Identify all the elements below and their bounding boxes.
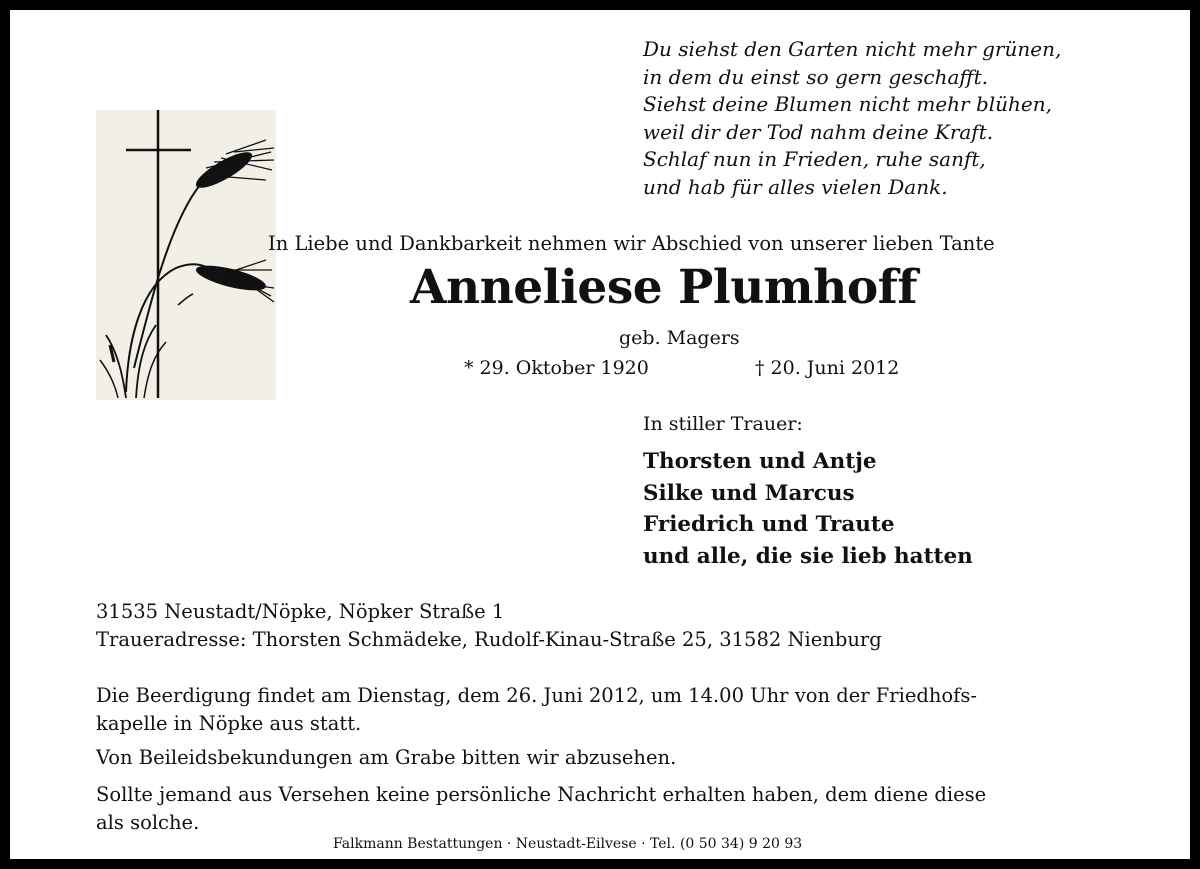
- death-date: † 20. Juni 2012: [755, 357, 900, 379]
- notice-text: [96, 781, 986, 837]
- address-block: [96, 598, 882, 654]
- residence-address: 31535 Neustadt/Nöpke, Nöpker Straße 1: [96, 600, 505, 623]
- birth-date: * 29. Oktober 1920: [464, 357, 649, 379]
- funeral-info: [96, 682, 977, 738]
- notice-line: als solche.: [96, 811, 200, 834]
- notice-line: Sollte jemand aus Versehen keine persönliche Nachricht erhalten haben, dem diene diese: [96, 783, 987, 806]
- deceased-name: Anneliese Plumhoff: [410, 260, 918, 315]
- funeral-line: Die Beerdigung findet am Dienstag, dem 26. Juni 2012, um 14.00 Uhr von der Friedhofs-: [96, 684, 977, 707]
- mourners-label: In stiller Trauer:: [643, 413, 803, 435]
- poem: [643, 36, 1061, 201]
- poem-line: in dem du einst so gern geschafft.: [643, 64, 988, 89]
- poem-line: und hab für alles vielen Dank.: [643, 174, 948, 199]
- intro-text: In Liebe und Dankbarkeit nehmen wir Abschied von unserer lieben Tante: [268, 232, 995, 255]
- cross-with-wheat-icon: [96, 110, 276, 400]
- mourner-entry: Thorsten und Antje: [643, 449, 877, 474]
- mourner-entry: Silke und Marcus: [643, 480, 855, 506]
- poem-line: Siehst deine Blumen nicht mehr blühen,: [643, 92, 1052, 116]
- maiden-name: geb. Magers: [619, 327, 740, 349]
- mourners-list: [643, 446, 973, 572]
- funeral-home-footer: Falkmann Bestattungen · Neustadt-Eilvese · Tel. (0 50 34) 9 20 93: [333, 836, 803, 852]
- poem-line: Schlaf nun in Frieden, ruhe sanft,: [643, 147, 986, 171]
- mourner-entry: und alle, die sie lieb hatten: [643, 543, 973, 569]
- poem-line: Du siehst den Garten nicht mehr grünen,: [643, 37, 1062, 61]
- condolence-request: Von Beileidsbekundungen am Grabe bitten wir abzusehen.: [96, 746, 677, 769]
- mourning-address: Traueradresse: Thorsten Schmädeke, Rudolf-Kinau-Straße 25, 31582 Nienburg: [96, 628, 882, 651]
- poem-line: weil dir der Tod nahm deine Kraft.: [643, 119, 994, 144]
- mourner-entry: Friedrich und Traute: [643, 512, 895, 537]
- funeral-line: kapelle in Nöpke aus statt.: [96, 712, 362, 735]
